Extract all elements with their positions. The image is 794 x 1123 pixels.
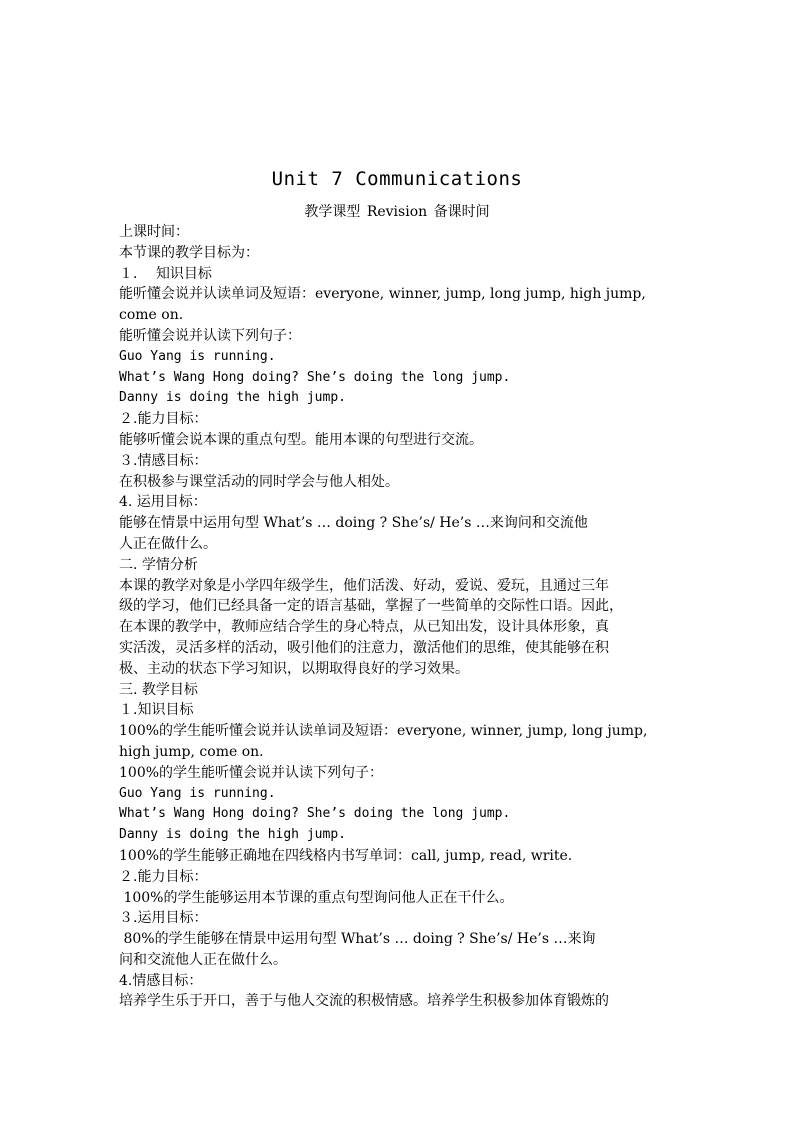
text-line: 本课的教学对象是小学四年级学生，他们活泼、好动，爱说、爱玩，且通过三年 <box>119 577 609 594</box>
section-heading: ２.能力目标： <box>119 411 208 428</box>
section-heading: 4. 运用目标： <box>119 494 207 511</box>
text-line: high jump, come on. <box>119 743 264 760</box>
text-line: come on. <box>119 307 184 324</box>
text-line: 100%的学生能听懂会说并认读单词及短语：everyone, winner, jump, long jump, <box>119 723 648 740</box>
document-title: Unit 7 Communications <box>271 168 523 190</box>
example-sentence: Danny is doing the high jump. <box>119 827 346 843</box>
text-line: 上课时间： <box>119 224 189 240</box>
text-line: 实活泼，灵活多样的活动，吸引他们的注意力，激活他们的思维，使其能够在积 <box>119 639 609 656</box>
text-line: 人正在做什么。 <box>119 535 217 552</box>
text-line: 能够在情景中运用句型 What’s … doing ? She’s/ He’s …来询问和交流他 <box>119 515 588 532</box>
section-heading: １.知识目标 <box>119 702 194 719</box>
text-line: 100%的学生能够正确地在四线格内书写单词：call, jump, read, write. <box>119 847 573 864</box>
text-line: 本节课的教学目标为： <box>119 244 259 261</box>
text-line: 极、主动的状态下学习知识，以期取得良好的学习效果。 <box>119 660 469 677</box>
section-heading: 三. 教学目标 <box>119 681 198 698</box>
section-heading: 二. 学情分析 <box>119 556 198 573</box>
text-line: 培养学生乐于开口，善于与他人交流的积极情感。培养学生积极参加体育锻炼的 <box>119 993 609 1010</box>
text-line: 级的学习，他们已经具备一定的语言基础，掌握了一些简单的交际性口语。因此， <box>119 598 623 615</box>
document-body <box>119 222 675 1012</box>
section-heading: ２.能力目标： <box>119 868 208 885</box>
document-subtitle: 教学课型 Revision 备课时间 <box>304 204 490 220</box>
section-heading: 4.情感目标： <box>119 972 203 989</box>
text-line: 能够听懂会说本课的重点句型。能用本课的句型进行交流。 <box>119 431 483 448</box>
text-line: 100%的学生能够运用本节课的重点句型询问他人正在干什么。 <box>119 889 514 906</box>
example-sentence: Guo Yang is running. <box>119 785 276 801</box>
text-line: 问和交流他人正在做什么。 <box>119 951 287 968</box>
text-line: 能听懂会说并认读下列句子： <box>119 327 301 344</box>
section-heading: ３.运用目标： <box>119 910 208 927</box>
text-line: 100%的学生能听懂会说并认读下列句子： <box>119 764 384 781</box>
example-sentence: What’s Wang Hong doing? She’s doing the long jump. <box>119 369 511 385</box>
example-sentence: Guo Yang is running. <box>119 348 276 364</box>
example-sentence: What’s Wang Hong doing? She’s doing the long jump. <box>119 806 511 822</box>
section-heading: １． 知识目标 <box>119 265 212 282</box>
text-line: 能听懂会说并认读单词及短语：everyone, winner, jump, long jump, high jump, <box>119 286 646 303</box>
example-sentence: Danny is doing the high jump. <box>119 390 346 406</box>
text-line: 在本课的教学中，教师应结合学生的身心特点，从已知出发，设计具体形象，真 <box>119 619 609 636</box>
text-line: 80%的学生能够在情景中运用句型 What’s … doing ? She’s/ He’s …来询 <box>119 931 596 948</box>
text-line: 在积极参与课堂活动的同时学会与他人相处。 <box>119 473 399 490</box>
section-heading: ３.情感目标： <box>119 452 208 469</box>
